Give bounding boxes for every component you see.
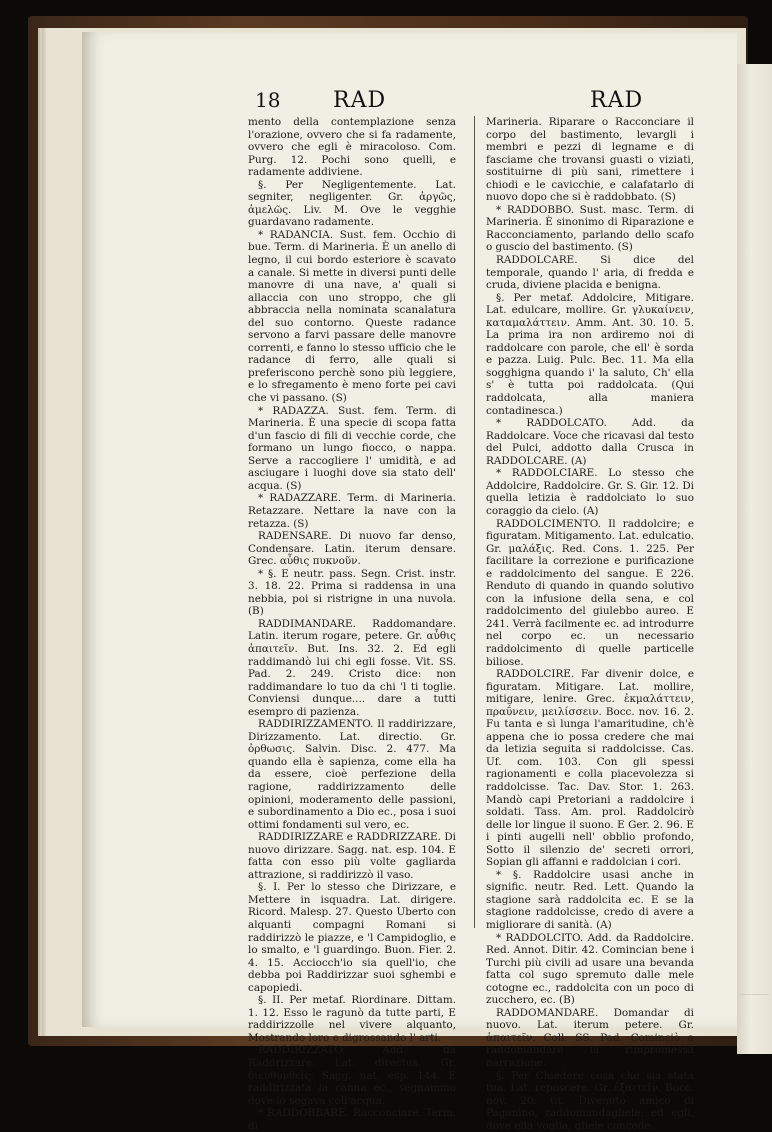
entry-paragraph: * RADAZZA. Sust. fem. Term. di Marineria. È una specie di scopa fatta d'un fascio di fili di vecchie corde, che formano un lungo fiocco, o nappa. Serve a raccogliere l' umidità, e ad asciugare i luoghi dove sia stato dell' acqua. (S) [248,404,456,492]
page-header [255,88,655,116]
entry-paragraph: * RADAZZARE. Term. di Marineria. Retazzare. Nettare la nave con la retazza. (S) [248,492,456,530]
entry-paragraph: * RADDOLCATO. Add. da Raddolcare. Voce che ricavasi dal testo del Pulci, addotto dalla Crusca in RADDOLCARE. (A) [486,417,694,467]
right-running-head: RAD [590,88,644,113]
entry-paragraph: * §. E neutr. pass. Segn. Crist. instr. 3. 18. 22. Prima si raddensa in una nebbia, poi si ristrigne in una nuvola. (B) [248,567,456,618]
facing-page-edge [737,64,772,1054]
entry-paragraph: RADDIRIZZATO. Add. da Raddrizzare. Lat. directus. Gr. διευθυνθεὶς. Sagg. nat. esp. 144. E raddirizzata la canna ec., segnammo dove lo segava coll'acqua. [248,1044,456,1107]
entry-paragraph: mento della contemplazione senza l'orazione, ovvero che si fa radamente, ovvero che egli è miracoloso. Com. Purg. 12. Pochi sono quelli, e radamente addiviene. [248,116,456,179]
left-running-head: RAD [333,88,387,113]
page-number: 18 [255,88,281,112]
entry-paragraph: RADENSARE. Di nuovo far denso, Condensare. Latin. iterum densare. Grec. αὖθις πυκνοῦν. [248,530,456,568]
left-column [248,116,456,1132]
entry-paragraph: * RADDOBBO. Sust. masc. Term. di Marineria. È sinonimo di Riparazione e Racconciamento, parlando dello scafo o guscio del bastimento. (S) [486,203,694,254]
column-divider [474,116,475,928]
entry-paragraph: §. Per Negligentemente. Lat. segniter, negligenter. Gr. ἀργῶς, ἀμελῶς. Liv. M. Ove le vegghie guardavano radamente. [248,178,456,229]
entry-paragraph: * RADANCIA. Sust. fem. Occhio di bue. Term. di Marineria. È un anello di legno, il cui bordo esteriore è scavato a canale. Si mette in diversi punti delle manovre di una nave, a' quali si allaccia con uno stroppo, che gli abbraccia nella nominata scanalatura del suo contorno. Queste radance servono a farvi passare delle manovre correnti, e fanno lo stesso ufficio che le radance di ferro, alle quali si preferiscono perchè sono più leggiere, e lo sfregamento è meno forte pei cavi che vi passano. (S) [248,228,456,405]
entry-paragraph: RADDOLCARE. Si dice del temporale, quando l' aria, di fredda e cruda, diviene placida e benigna. [486,254,694,292]
entry-paragraph: * RADDOLCITO. Add. da Raddolcire. Red. Annot. Ditir. 42. Comincian bene i Turchi più civili ad usare una bevanda fatta col sugo spremuto dalle mele cotogne ec., raddolcita con un poco di zucchero, ec. (B) [486,931,694,1007]
entry-paragraph: * RADDOLCIARE. Lo stesso che Addolcire, Raddolcire. Gr. S. Gir. 12. Di quella letizia è raddolciato lo suo coraggio da cielo. (A) [486,467,694,517]
entry-paragraph: Marineria. Riparare o Racconciare il corpo del bastimento, levargli i membri e pezzi di legname e di fasciame che trovansi guasti o viziati, sostituirne di più sani, rimettere i chiodi e le cavicchie, e calafatarlo di nuovo dopo che si è raddobbato. (S) [486,116,694,204]
entry-paragraph: §. Per metaf. Addolcire, Mitigare. Lat. edulcare, mollire. Gr. γλυκαίνειν, καταμαλάττειν. Amm. Ant. 30. 10. 5. La prima ira non ardiremo noi di raddolcare con parole, che ell' è sorda e pazza. Luig. Pulc. Bec. 11. Ma ella sogghigna quando i' la saluto, Ch' ella s' è tutta poi raddolcata. (Qui raddolcata, alla maniera contadinesca.) [486,291,694,417]
entry-paragraph: §. I. Per lo stesso che Dirizzare, e Mettere in isquadra. Lat. dirigere. Ricord. Malesp. 27. Questo Uberto con alquanti compagni Romani si raddirizzò le piazze, e 'l Campidoglio, e lo smalto, e 'l guardingo. Buon. Fier. 2. 4. 15. Acciocch'io sia quell'io, che debba poi Raddirizzar suoi sghembi e capopiedi. [248,881,456,994]
entry-paragraph: §. Per Chiedere cosa che sia stata tua. Lat. reposcere. Gr. ἐξαιτεῖν. Bocc. nov. 20. tit. Divenuto amico di Paganino, raddomandagliele; ed egli, dove ella voglia, gliele concede. [486,1069,694,1132]
entry-paragraph: * §. Raddolcire usasi anche in signific. neutr. Red. Lett. Quando la stagione sarà raddolcita ec. E se la stagione raddolcisse, credo di avere a migliorare di sanità. (A) [486,868,694,931]
entry-paragraph: * RADDOBBARE. Racconciare. Term. di [248,1107,456,1132]
entry-paragraph: RADDOMANDARE. Domandar di nuovo. Lat. iterum petere. Gr. ἀπαιτεῖν. Coll. SS. Pad. Cominciò a raddomandare la rimpromessa narrazione. [486,1006,694,1070]
entry-paragraph: RADDOLCIRE. Far divenir dolce, e figuratam. Mitigare. Lat. mollire, mitigare, lenire. Grec. ἐκμαλάττειν, πραΰνειν, μειλίσσειν. Bocc. nov. 16. 2. Fu tanta e sì lunga l'amaritudine, ch'è appena che io possa credere che mai da letizia seguita si raddolcisse. Cas. Uf. com. 103. Con gli spessi ragionamenti e colla piacevolezza si raddolcisse. Tac. Dav. Stor. 1. 263. Mandò capi Pretoriani a raddolcire i soldati. Tass. Am. prol. Raddolcirò delle lor lingue il suono. E Ger. 2. 96. E i pinti augelli nell' obblio profondo, Sotto il silenzio de' secreti orrori, Sopian gli affanni e raddolcian i cori. [486,668,694,869]
facing-page-ghost-line [741,994,769,1007]
right-column [486,116,694,1132]
entry-paragraph: RADDIRIZZARE e RADDRIZZARE. Di nuovo dirizzare. Sagg. nat. esp. 104. E fatta con esso più volte gagliarda attrazione, si raddirizzò il vaso. [248,831,456,881]
entry-paragraph: §. II. Per metaf. Riordinare. Dittam. 1. 12. Esso le ragunò da tutte parti, E raddirizzolle nel vivere alquanto, Mostrando loro e digrossando l' arti. [248,994,456,1044]
entry-paragraph: RADDIRIZZAMENTO. Il raddirizzare, Dirizzamento. Lat. directio. Gr. ὀρθωσις. Salvin. Disc. 2. 477. Ma quando ella è sapienza, come ella ha da essere, cioè perfezione della ragione, raddirizzamento delle opinioni, moderamento delle passioni, e subordinamento a Dio ec., posa i suoi ottimi fondamenti sul vero, ec. [248,718,456,831]
entry-paragraph: RADDIMANDARE. Raddomandare. Latin. iterum rogare, petere. Gr. αὖθις ἀπαιτεῖν. But. Ins. 32. 2. Ed egli raddimandò lui chi egli fosse. Vit. SS. Pad. 2. 249. Cristo dice: non raddimandare lo tuo da chi 'l ti toglie. Conviensi dunque.... dare a tutti esempro di pazienza. [248,617,456,718]
entry-paragraph: RADDOLCIMENTO. Il raddolcire; e figuratam. Mitigamento. Lat. edulcatio. Gr. μαλάξις. Red. Cons. 1. 225. Per facilitare la correzione e purificazione e raddolcimento del sangue. E 226. Renduto di quando in quando solutivo con la infusione della sena, e col raddolcimento del giulebbo aureo. E 241. Verrà facilmente ec. ad introdurre nel corpo ec. un necessario raddolcimento di quelle particelle biliose. [486,517,694,668]
